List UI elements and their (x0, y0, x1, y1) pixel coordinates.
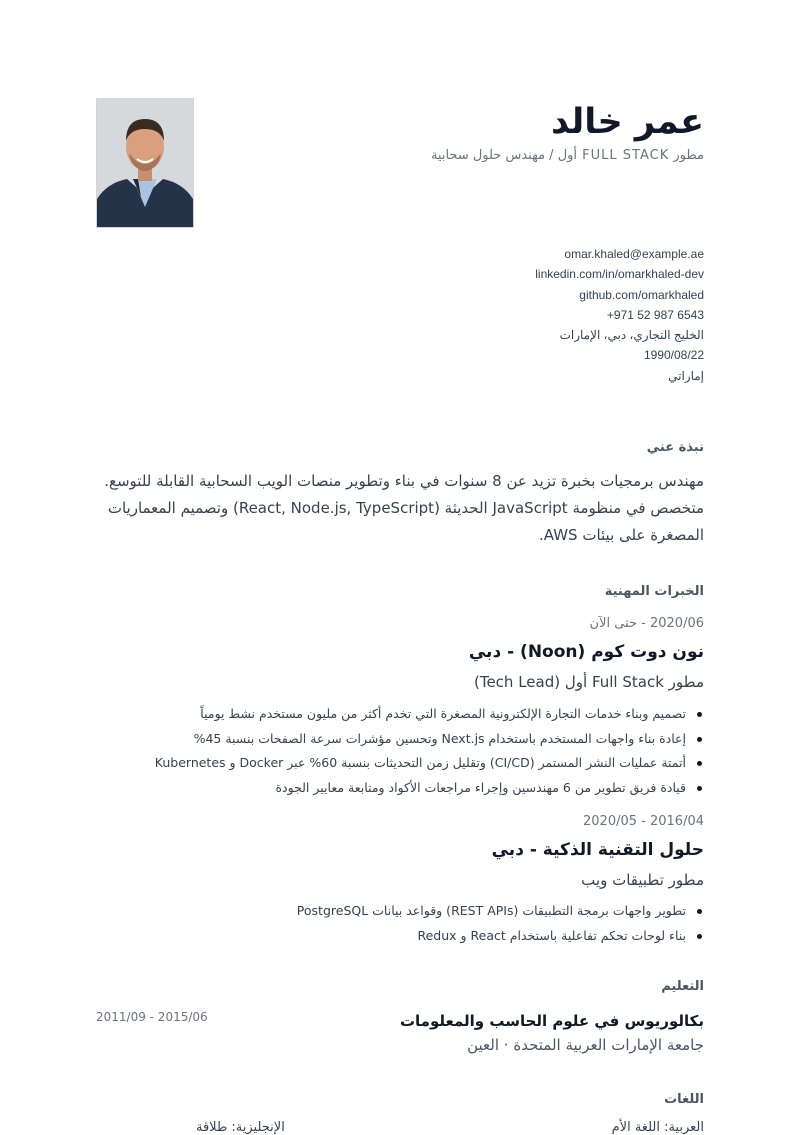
contact-address: الخليج التجاري، دبي، الإمارات (559, 328, 704, 343)
job-bullet: قيادة فريق تطوير من 6 مهندسين وإجراء مراجعات الأكواد ومتابعة معايير الجودة (155, 776, 686, 801)
job-bullet: تطوير واجهات برمجة التطبيقات (REST APIs) وقواعد بيانات PostgreSQL (297, 899, 686, 924)
summary-text: مهندس برمجيات بخبرة تزيد عن 8 سنوات في بناء وتطوير منصات الويب السحابية القابلة للتوسع. متخصص في منظومة JavaScript الحديثة (React, Node.js, TypeScript) وتصميم المعماريات المصغرة على بيئات AWS. (104, 472, 704, 544)
section-title-languages: اللغات (664, 1092, 704, 1107)
job-bullets (297, 899, 704, 948)
contact-birthdate: 1990/08/22 (643, 348, 704, 363)
contact-linkedin[interactable]: linkedin.com/in/omarkhaled-dev (535, 267, 704, 282)
candidate-name: عمر خالد (550, 102, 704, 142)
profile-photo (96, 98, 194, 228)
section-title-education: التعليم (661, 979, 704, 994)
language-item: العربية: اللغة الأم (611, 1120, 704, 1135)
section-title-about: نبذة عني (646, 440, 704, 455)
candidate-headline: مطور FULL STACK أول / مهندس حلول سحابية (430, 148, 704, 163)
education-degree: بكالوريوس في علوم الحاسب والمعلومات (399, 1012, 704, 1030)
education-school: جامعة الإمارات العربية المتحدة · العين (467, 1036, 704, 1054)
resume-page (96, 0, 704, 1135)
job-date: 2016/04 - 2020/05 (583, 814, 704, 829)
resume-header (96, 98, 704, 228)
job-bullet: أتمتة عمليات النشر المستمر (CI/CD) وتقليل زمن التحديثات بنسبة 60% عبر Docker و Kubernetes (155, 751, 686, 776)
job-role: مطور تطبيقات ويب (581, 871, 704, 889)
contact-github[interactable]: github.com/omarkhaled (579, 287, 704, 302)
section-title-experience: الخبرات المهنية (604, 584, 704, 599)
job-bullet: إعادة بناء واجهات المستخدم باستخدام Next.js وتحسين مؤشرات سرعة الصفحات بنسبة 45% (155, 727, 686, 752)
job-date: 2020/06 - حتى الآن (589, 616, 704, 631)
profile-photo-illustration (97, 99, 193, 227)
language-item: الإنجليزية: طلاقة (196, 1120, 285, 1135)
job-bullets (155, 702, 704, 800)
job-bullet: تصميم وبناء خدمات التجارة الإلكترونية المصغرة التي تخدم أكثر من مليون مستخدم نشط يومياً (155, 702, 686, 727)
job-bullet: بناء لوحات تحكم تفاعلية باستخدام React و Redux (297, 924, 686, 949)
contact-nationality: إماراتي (668, 368, 704, 383)
job-role: مطور Full Stack أول (Tech Lead) (473, 673, 704, 691)
job-company: نون دوت كوم (Noon) - دبي (468, 642, 704, 662)
education-date: 2011/09 - 2015/06 (96, 1010, 208, 1024)
contact-phone: +971 52 987 6543 (606, 307, 704, 322)
job-company: حلول التقنية الذكية - دبي (491, 840, 704, 860)
contact-details (535, 244, 704, 386)
contact-email[interactable]: omar.khaled@example.ae (564, 247, 704, 261)
